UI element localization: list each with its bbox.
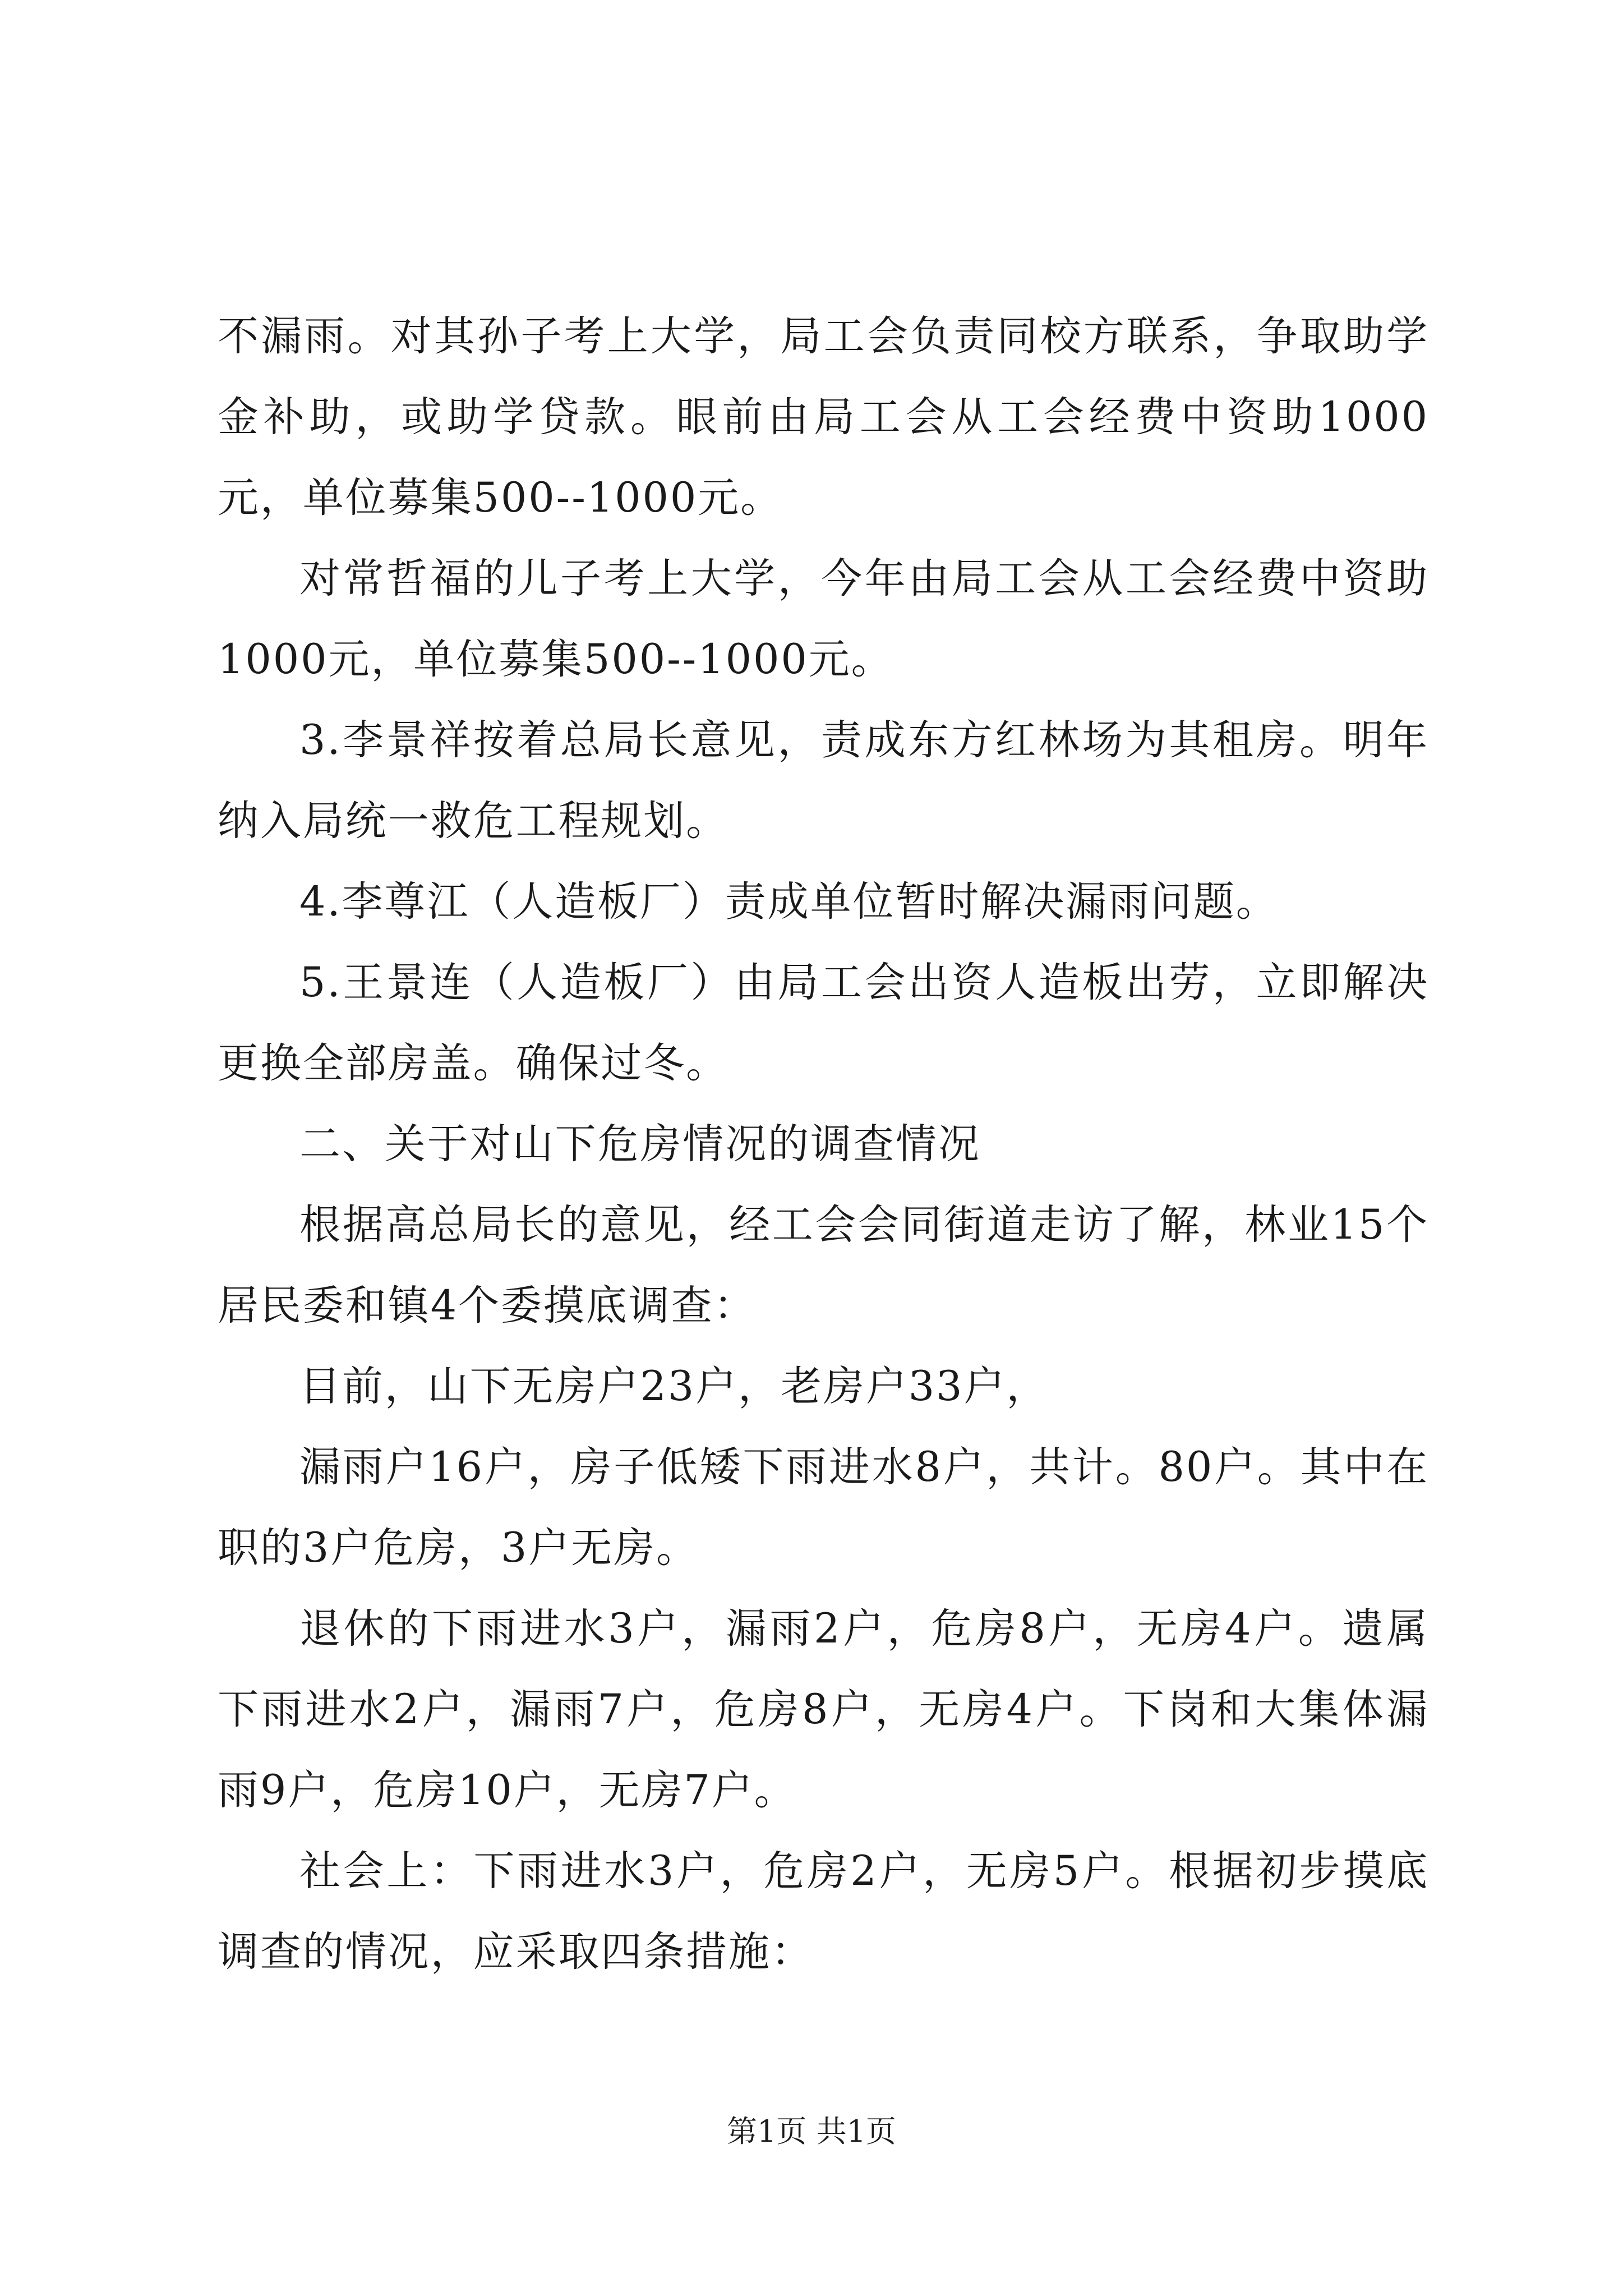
paragraph-1: 不漏雨。对其孙子考上大学，局工会负责同校方联系，争取助学金补助，或助学贷款。眼前由局工会从工会经费中资助1000元，单位募集500--1000元。 [218,312,1429,522]
page-footer: 第1页 共1页 [727,2114,896,2149]
paragraph-4: 4.李尊江（人造板厂）责成单位暂时解决漏雨问题。 [299,878,1279,926]
paragraph-7: 根据高总局长的意见，经工会会同街道走访了解，林业15个居民委和镇4个委摸底调查： [218,1201,1429,1329]
paragraph-10: 退休的下雨进水3户，漏雨2户，危房8户，无房4户。遗属下雨进水2户，漏雨7户，危房8户，无房4户。下岗和大集体漏雨9户，危房10户，无房7户。 [218,1605,1429,1814]
paragraph-8: 目前，山下无房户23户，老房户33户， [299,1363,1049,1410]
paragraph-11: 社会上：下雨进水3户，危房2户，无房5户。根据初步摸底调查的情况，应采取四条措施： [218,1847,1429,1976]
paragraph-5: 5.王景连（人造板厂）由局工会出资人造板出劳，立即解决更换全部房盖。确保过冬。 [218,959,1429,1087]
paragraph-9: 漏雨户16户，房子低矮下雨进水8户，共计。80户。其中在职的3户危房，3户无房。 [218,1443,1429,1572]
section-heading: 二、关于对山下危房情况的调查情况 [299,1120,981,1168]
paragraph-3: 3.李景祥按着总局长意见，责成东方红林场为其租房。明年纳入局统一救危工程规划。 [218,716,1429,845]
paragraph-2: 对常哲福的儿子考上大学，今年由局工会从工会经费中资助1000元，单位募集500--1000元。 [218,555,1429,683]
document-body [218,296,1429,1993]
